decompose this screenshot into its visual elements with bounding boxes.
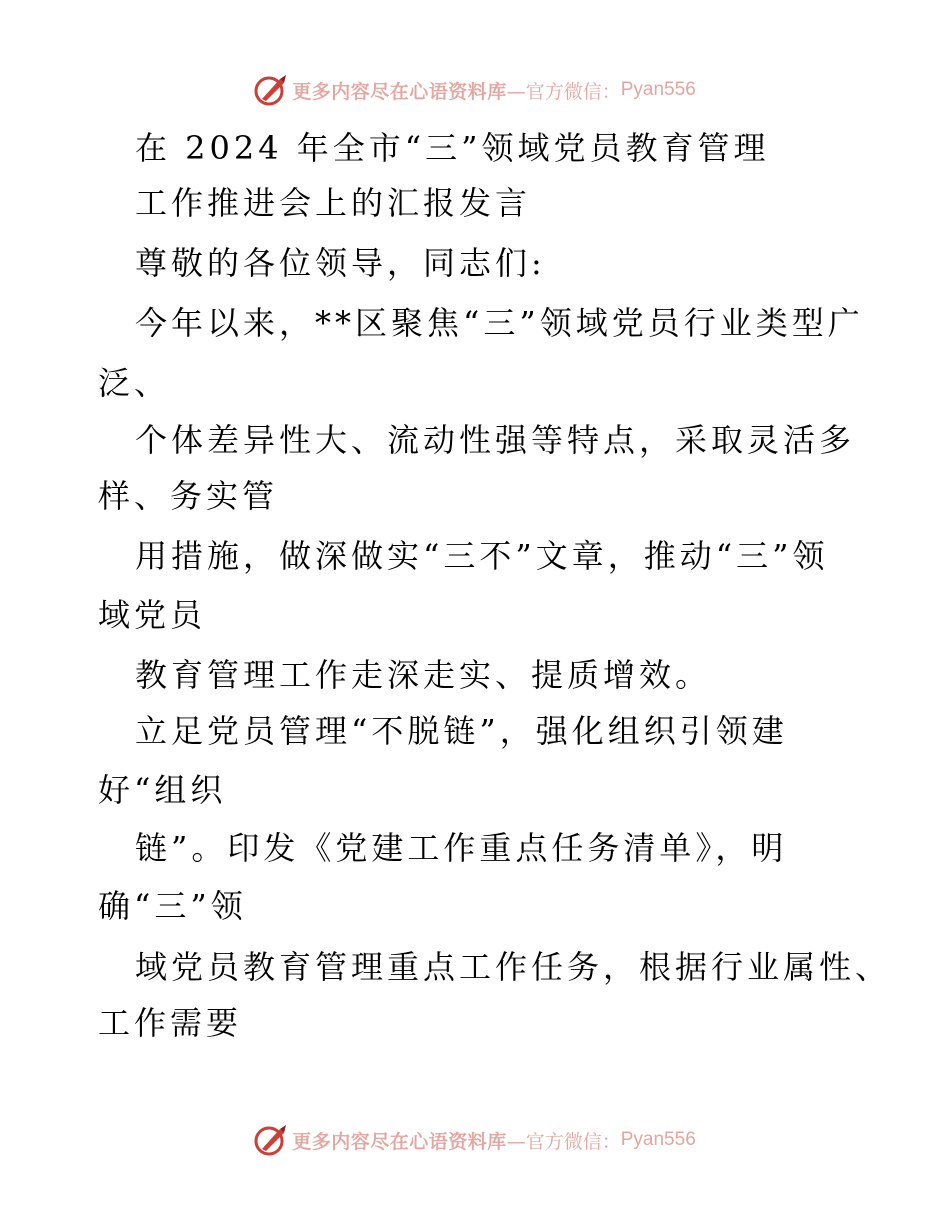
watermark-text: 更多内容尽在心语资料库: [292, 80, 507, 103]
paragraph-line: 今年以来，**区聚焦“三”领域党员行业类型广: [135, 304, 864, 342]
watermark-text: 更多内容尽在心语资料库: [292, 1130, 507, 1153]
quill-logo-icon: [254, 1123, 288, 1157]
paragraph-line: 教育管理工作走深走实、提质增效。: [135, 656, 712, 694]
paragraph-line: 域党员教育管理重点工作任务，根据行业属性、: [135, 948, 892, 986]
paragraph-line: 用措施，做深做实“三不”文章，推动“三”领: [135, 537, 829, 575]
paragraph-line: 链”。印发《党建工作重点任务清单》，明: [135, 829, 788, 867]
watermark-separator: —官方微信：: [506, 80, 621, 103]
paragraph-line: 工作需要: [98, 1004, 243, 1042]
paragraph-line: 好“组织: [98, 771, 227, 809]
paragraph-line: 确“三”领: [98, 887, 247, 925]
paragraph-line: 个体差异性大、流动性强等特点，采取灵活多: [135, 421, 856, 459]
watermark-separator: —官方微信：: [506, 1130, 621, 1153]
paragraph-line: 泛、: [98, 364, 171, 402]
salutation: 尊敬的各位领导，同志们:: [135, 244, 546, 282]
paragraph-line: 立足党员管理“不脱链”，强化组织引领建: [135, 712, 788, 750]
watermark-wechat-id: Pyan556: [620, 79, 696, 100]
footer-watermark: [0, 1120, 950, 1160]
document-title-line-2: 工作推进会上的汇报发言: [135, 184, 532, 222]
paragraph-line: 样、务实管: [98, 477, 279, 515]
watermark-wechat-id: Pyan556: [620, 1129, 696, 1150]
paragraph-line: 域党员: [98, 596, 207, 634]
header-watermark: [0, 70, 950, 110]
quill-logo-icon: [254, 73, 288, 107]
document-title-line-1: 在 2024 年全市“三”领域党员教育管理: [135, 129, 770, 167]
